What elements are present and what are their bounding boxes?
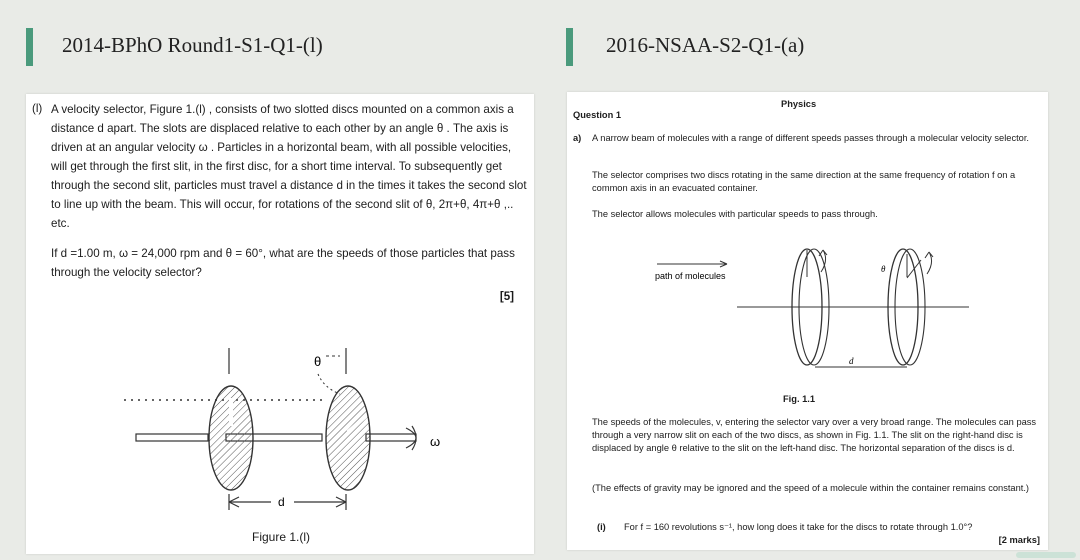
- theta-label: θ: [881, 264, 886, 274]
- axle-right: [366, 434, 416, 441]
- question-heading: Question 1: [573, 110, 622, 120]
- subject-heading: Physics: [781, 99, 817, 109]
- right-figure-caption: Fig. 1.1: [783, 394, 816, 404]
- velocity-selector-figure: [26, 334, 534, 534]
- distance-label: d: [849, 356, 854, 366]
- right-heading-title: 2016-NSAA-S2-Q1-(a): [606, 33, 805, 57]
- left-question-marks: [5]: [499, 290, 514, 303]
- right-disc: [326, 386, 370, 490]
- left-heading-title: 2014-BPhO Round1-S1-Q1-(l): [62, 33, 323, 57]
- right-heading-accent-bar: [566, 28, 573, 66]
- theta-label: θ: [314, 354, 322, 369]
- left-question-paragraph-2: If d =1.00 m, ω = 24,000 rpm and θ = 60°, what are the speeds of those particles that pass through the velocity selector?: [51, 247, 515, 279]
- right-panel: [540, 0, 1080, 560]
- right-disc-offset-slit: [907, 260, 921, 278]
- gravity-note: (The effects of gravity may be ignored and the speed of a molecule within the container remains constant.): [592, 483, 1030, 493]
- part-a-text-2: The selector comprises two discs rotating in the same direction at the same frequency of rotation f on a common axis in an evacuated container.: [592, 170, 1016, 193]
- distance-label: d: [278, 495, 285, 509]
- subpart-i-text: For f = 160 revolutions s⁻¹, how long does it take for the discs to rotate through 1.0°?: [624, 522, 973, 532]
- axle-left: [136, 434, 208, 441]
- subpart-i-label: (i): [597, 522, 606, 532]
- part-a-text-3: The selector allows molecules with particular speeds to pass through.: [592, 209, 878, 219]
- path-label: path of molecules: [655, 271, 726, 281]
- subpart-i-marks: [2 marks]: [998, 535, 1040, 545]
- left-question-paper: [26, 94, 534, 554]
- decorative-corner-mark: [1016, 552, 1076, 558]
- left-question-number: (l): [32, 102, 43, 115]
- part-a-text-1: A narrow beam of molecules with a range of different speeds passes through a molecular velocity selector.: [592, 133, 1030, 143]
- left-heading-accent-bar: [26, 28, 33, 66]
- molecular-selector-figure: [567, 242, 1048, 392]
- omega-label: ω: [430, 434, 441, 449]
- left-question-paragraph-1: A velocity selector, Figure 1.(l) , consists of two slotted discs mounted on a common axis a distance d apart. The slots are displaced relative to each other by an angle θ . The axis is driven at an angular velocity ω . Particles in a horizontal beam, with all possible velocities, will get through the first slit, in the first disc, for a short time interval. To subsequently get through the second slit, particles must travel a distance d in the times it takes the second slot to line up with the beam. This will occur, for rotations of the second slit of θ, 2π+θ, 4π+θ ,.. etc.: [51, 103, 527, 230]
- left-figure-caption: Figure 1.(l): [252, 530, 311, 544]
- right-rotation-arrow: [925, 252, 933, 274]
- right-question-paper: [567, 92, 1048, 550]
- speeds-paragraph: The speeds of the molecules, v, entering the selector vary over a very broad range. The molecules can pass through a very narrow slit on each of the two discs, as shown in Fig. 1.1. The slit on the right-hand disc is displaced by angle θ relative to the slit on the left-hand disc. The horizontal separation of the discs is d.: [592, 417, 1037, 453]
- theta-arc: [318, 374, 340, 394]
- part-a-label: a): [573, 133, 582, 143]
